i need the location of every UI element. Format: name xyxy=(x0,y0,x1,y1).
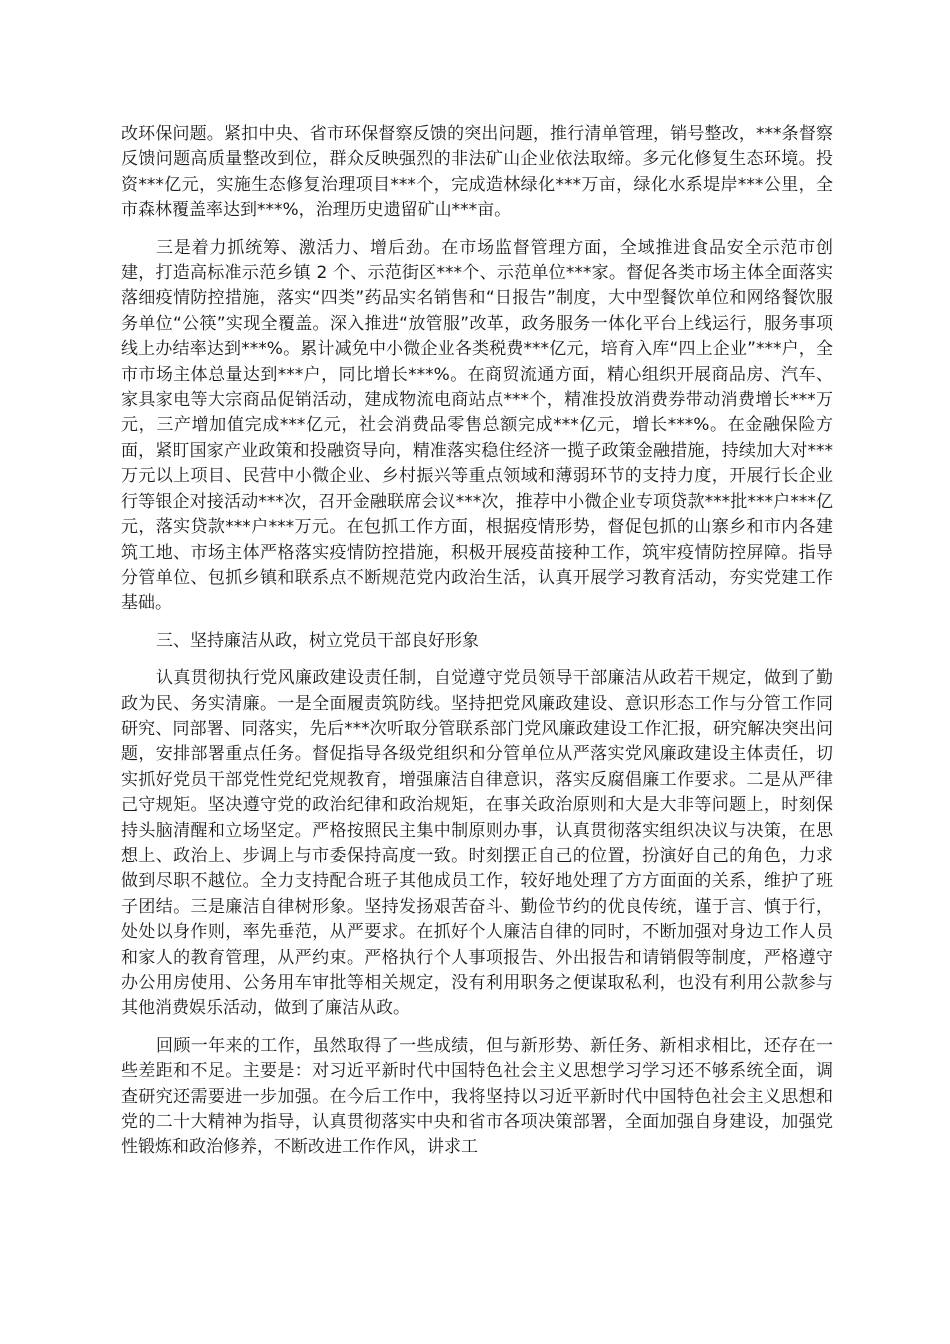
paragraph-integrity: 认真贯彻执行党风廉政建设责任制，自觉遵守党员领导干部廉洁从政若干规定，做到了勤政为民、务实清廉。一是全面履责筑防线。坚持把党风廉政建设、意识形态工作与分管工作同研究、同部署、同落实，先后***次听取分管联系部门党风廉政建设工作汇报，研究解决突出问题，安排部署重点任务。督促指导各级党组织和分管单位从严落实党风廉政建设主体责任，切实抓好党员干部党性党纪党规教育，增强廉洁自律意识，落实反腐倡廉工作要求。二是从严律己守规矩。坚决遵守党的政治纪律和政治规矩，在事关政治原则和大是大非等问题上，时刻保持头脑清醒和立场坚定。严格按照民主集中制原则办事，认真贯彻落实组织决议与决策，在思想上、政治上、步调上与市委保持高度一致。时刻摆正自己的位置，扮演好自己的角色，力求做到尽职不越位。全力支持配合班子其他成员工作，较好地处理了方方面面的关系，维护了班子团结。三是廉洁自律树形象。坚持发扬艰苦奋斗、勤俭节约的优良传统，谨于言、慎于行，处处以身作则，率先垂范，从严要求。在抓好个人廉洁自律的同时，不断加强对身边工作人员和家人的教育管理，从严约束。严格执行个人事项报告、外出报告和请销假等制度，严格遵守办公用房使用、公务用车审批等相关规定，没有利用职务之便谋取私利，也没有利用公款参与其他消费娱乐活动，做到了廉洁从政。 xyxy=(121,668,833,1019)
section-heading-integrity: 三、坚持廉洁从政，树立党员干部良好形象 xyxy=(156,630,479,651)
paragraph-environment: 改环保问题。紧扣中央、省市环保督察反馈的突出问题，推行清单管理，销号整改，***条督察反馈问题高质量整改到位，群众反映强烈的非法矿山企业依法取缔。多元化修复生态环境。投资***亿元，实施生态修复治理项目***个，完成造林绿化***万亩，绿化水系堤岸***公里，全市森林覆盖率达到***%，治理历史遗留矿山***亩。 xyxy=(121,124,833,221)
paragraph-review: 回顾一年来的工作，虽然取得了一些成绩，但与新形势、新任务、新相求相比，还存在一些差距和不足。主要是：对习近平新时代中国特色社会主义思想学习学习还不够系统全面，调查研究还需要进一步加强。在今后工作中，我将坚持以习近平新时代中国特色社会主义思想和党的二十大精神为指导，认真贯彻落实中央和省市各项决策部署，全面加强自身建设，加强党性锻炼和政治修养，不断改进工作作风，讲求工 xyxy=(121,1035,833,1158)
paragraph-market-finance: 三是着力抓统筹、激活力、增后劲。在市场监督管理方面，全域推进食品安全示范市创建，打造高标准示范乡镇 2 个、示范街区***个、示范单位***家。督促各类市场主体全面落实落细疫情防控措施，落实“四类”药品实名销售和“日报告”制度，大中型餐饮单位和网络餐饮服务单位“公筷”实现全覆盖。深入推进“放管服”改革，政务服务一体化平台上线运行，服务事项线上办结率达到***%。累计减免中小微企业各类税费***亿元，培育入库“四上企业”***户，全市市场主体总量达到***户，同比增长***%。在商贸流通方面，精心组织开展商品房、汽车、家具家电等大宗商品促销活动，建成物流电商站点***个，精准投放消费券带动消费增长***万元，三产增加值完成***亿元，社会消费品零售总额完成***亿元，增长***%。在金融保险方面，紧盯国家产业政策和投融资导向，精准落实稳住经济一揽子政策金融措施，持续加大对***万元以上项目、民营中小微企业、乡村振兴等重点领域和薄弱环节的支持力度，开展行长企业行等银企对接活动***次，召开金融联席会议***次，推荐中小微企业专项贷款***批***户***亿元，落实贷款***户***万元。在包抓工作方面，根据疫情形势，督促包抓的山寨乡和市内各建筑工地、市场主体严格落实疫情防控措施，积极开展疫苗接种工作，筑牢疫情防控屏障。指导分管单位、包抓乡镇和联系点不断规范党内政治生活，认真开展学习教育活动，夯实党建工作基础。 xyxy=(121,237,833,614)
document-page xyxy=(121,122,833,1173)
